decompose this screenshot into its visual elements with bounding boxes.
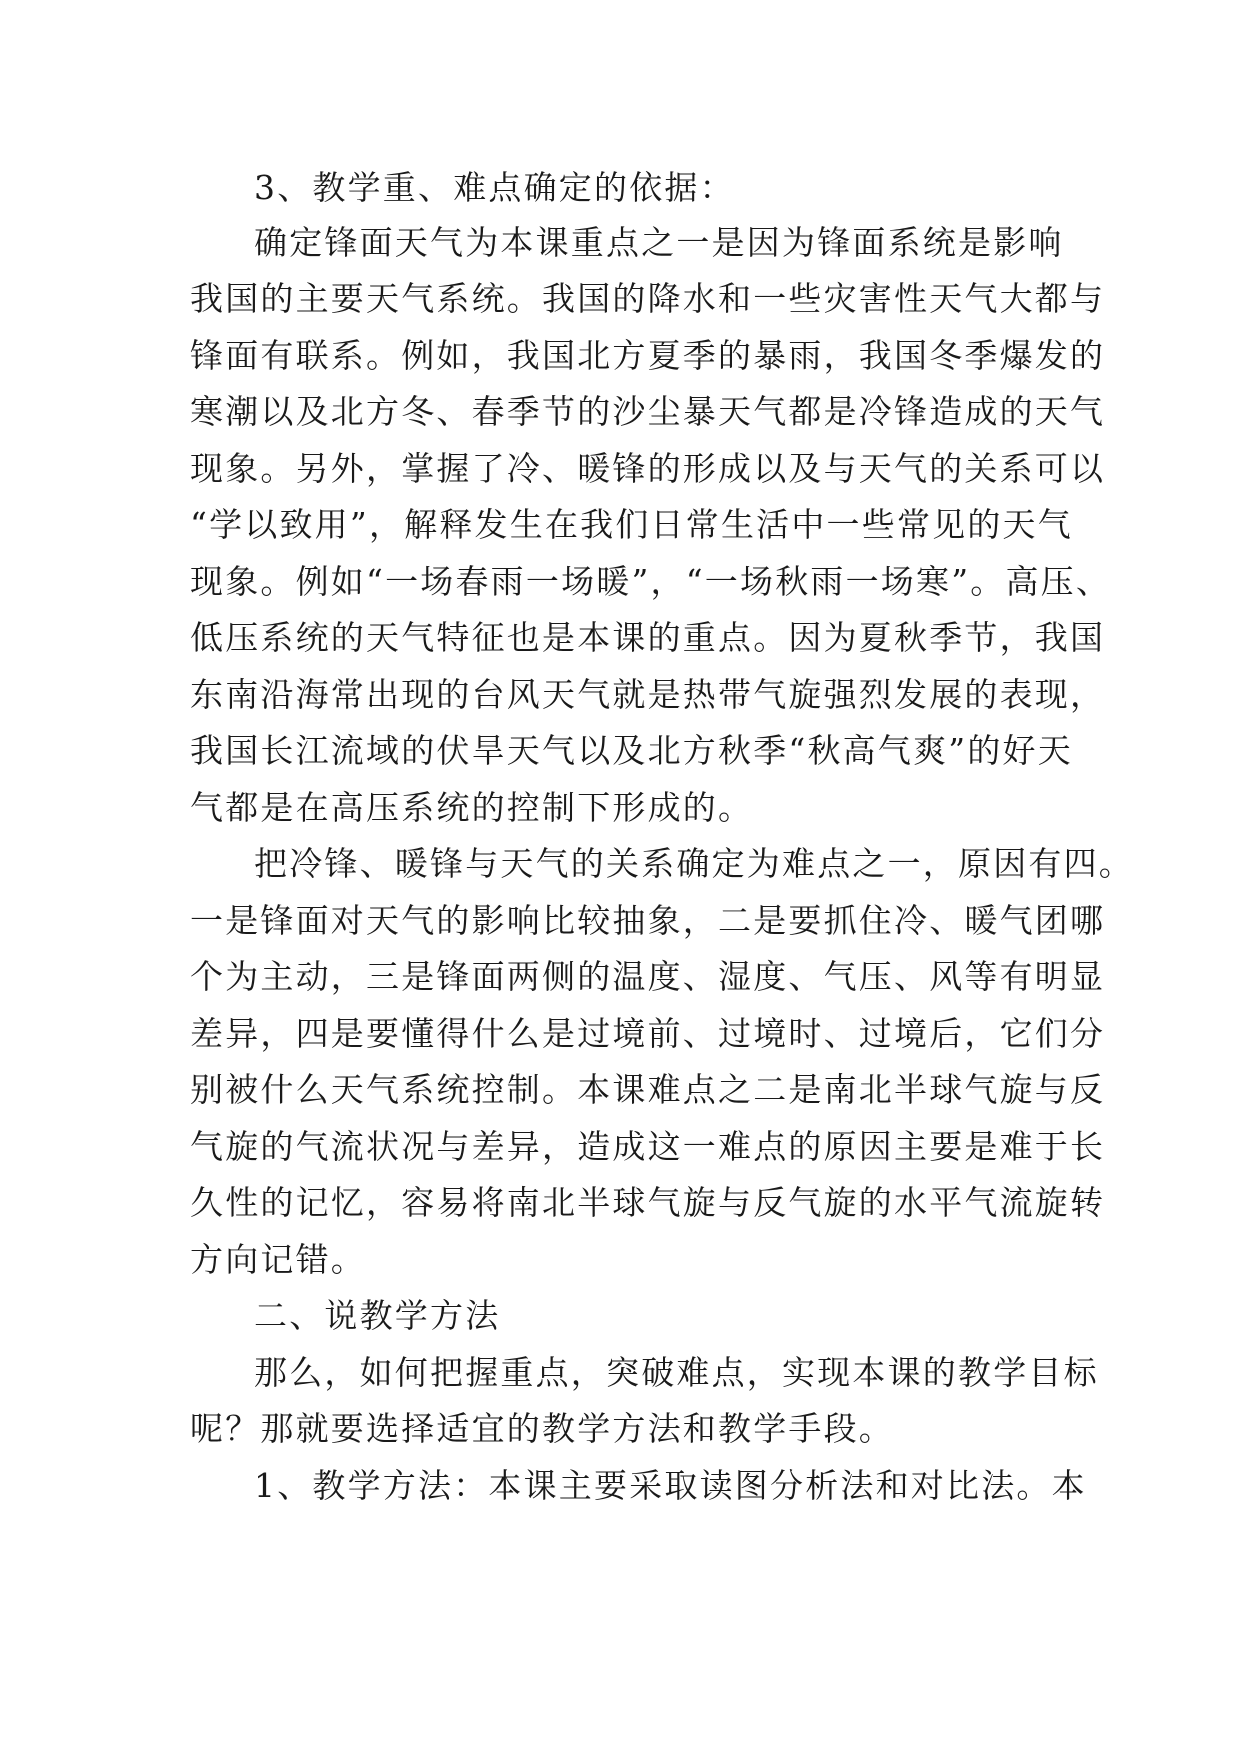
- paragraph-line: 气都是在高压系统的控制下形成的。: [190, 788, 754, 827]
- paragraph-line: 我国的主要天气系统。我国的降水和一些灾害性天气大都与: [190, 279, 1106, 318]
- paragraph-line: “学以致用”，解释发生在我们日常生活中一些常见的天气: [190, 505, 1073, 544]
- paragraph-line: 久性的记忆，容易将南北半球气旋与反气旋的水平气流旋转: [190, 1183, 1106, 1222]
- paragraph-line: 我国长江流域的伏旱天气以及北方秋季“秋高气爽”的好天: [190, 731, 1073, 770]
- paragraph-line: 现象。例如“一场春雨一场暖”，“一场秋雨一场寒”。高压、: [190, 562, 1112, 601]
- paragraph-line: 差异，四是要懂得什么是过境前、过境时、过境后，它们分: [190, 1014, 1106, 1053]
- paragraph-line: 那么，如何把握重点，突破难点，实现本课的教学目标: [254, 1353, 1099, 1392]
- paragraph-line: 东南沿海常出现的台风天气就是热带气旋强烈发展的表现，: [190, 675, 1106, 714]
- section-heading-methods: 二、说教学方法: [254, 1296, 501, 1335]
- paragraph-line: 一是锋面对天气的影响比较抽象，二是要抓住冷、暖气团哪: [190, 901, 1106, 940]
- paragraph-line: 现象。另外，掌握了冷、暖锋的形成以及与天气的关系可以: [190, 449, 1106, 488]
- paragraph-line: 方向记错。: [190, 1240, 366, 1279]
- paragraph-line: 确定锋面天气为本课重点之一是因为锋面系统是影响: [254, 223, 1064, 262]
- paragraph-line: 锋面有联系。例如，我国北方夏季的暴雨，我国冬季爆发的: [190, 336, 1106, 375]
- paragraph-line: 呢？那就要选择适宜的教学方法和教学手段。: [190, 1409, 894, 1448]
- paragraph-line: 别被什么天气系统控制。本课难点之二是南北半球气旋与反: [190, 1070, 1106, 1109]
- paragraph-line: 寒潮以及北方冬、春季节的沙尘暴天气都是冷锋造成的天气: [190, 392, 1106, 431]
- paragraph-line: 个为主动，三是锋面两侧的温度、湿度、气压、风等有明显: [190, 957, 1106, 996]
- section-heading-basis: 3、教学重、难点确定的依据：: [254, 168, 735, 207]
- paragraph-line: 把冷锋、暖锋与天气的关系确定为难点之一，原因有四。: [254, 844, 1134, 883]
- paragraph-line: 1、教学方法：本课主要采取读图分析法和对比法。本: [254, 1466, 1087, 1505]
- paragraph-line: 气旋的气流状况与差异，造成这一难点的原因主要是难于长: [190, 1127, 1106, 1166]
- paragraph-line: 低压系统的天气特征也是本课的重点。因为夏秋季节，我国: [190, 618, 1106, 657]
